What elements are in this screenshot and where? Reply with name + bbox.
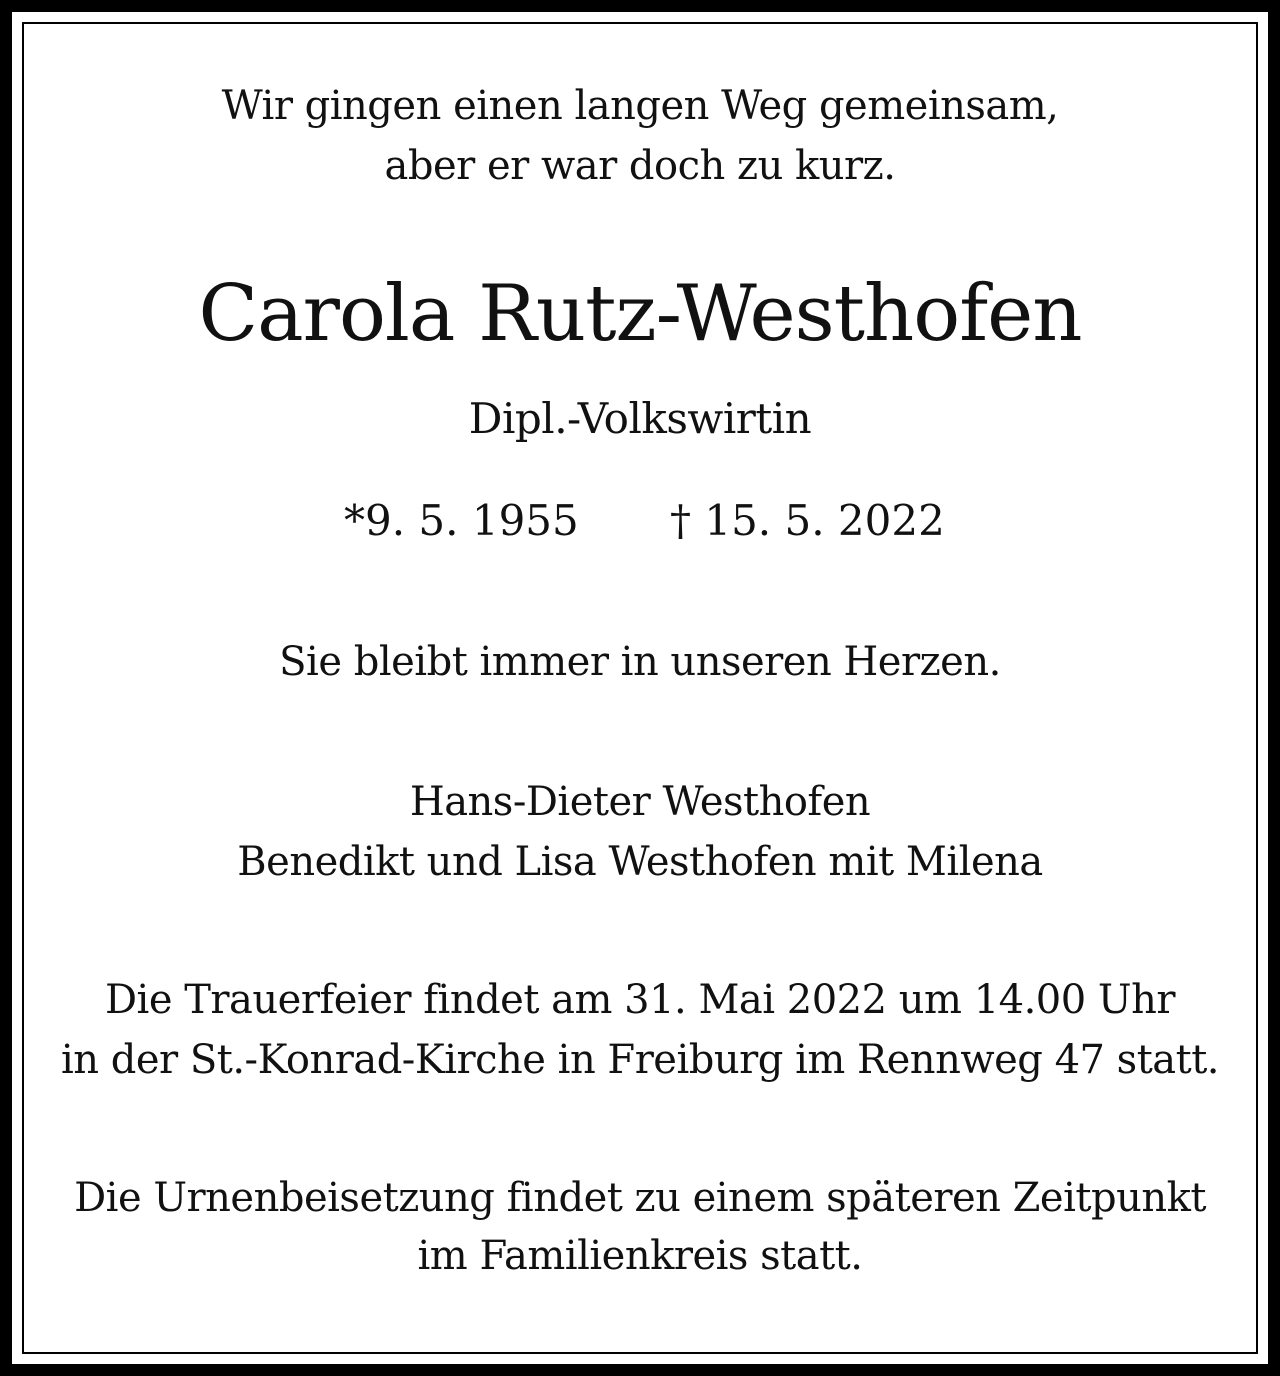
motto-line-2: aber er war doch zu kurz. [384,143,896,189]
deceased-title: Dipl.-Volkswirtin [468,394,812,443]
burial-line-1: Die Urnenbeisetzung findet zu einem späteren Zeitpunkt [74,1175,1206,1221]
mourner-1: Hans-Dieter Westhofen [409,779,871,825]
life-dates [0,496,1280,548]
burial-line-2: im Familienkreis statt. [417,1233,863,1279]
ceremony-line-1: Die Trauerfeier findet am 31. Mai 2022 um 14.00 Uhr [104,977,1176,1023]
motto-line-1: Wir gingen einen langen Weg gemeinsam, [221,83,1059,129]
death-date: † 15. 5. 2022 [670,496,945,545]
inner-border [22,22,1258,1354]
mourner-2: Benedikt und Lisa Westhofen mit Milena [237,839,1043,885]
birth-date: *9. 5. 1955 [344,496,579,545]
deceased-name: Carola Rutz-Westhofen [198,269,1082,359]
ceremony-line-2: in der St.-Konrad-Kirche in Freiburg im Rennweg 47 statt. [60,1037,1219,1083]
remembrance-line: Sie bleibt immer in unseren Herzen. [279,639,1001,685]
